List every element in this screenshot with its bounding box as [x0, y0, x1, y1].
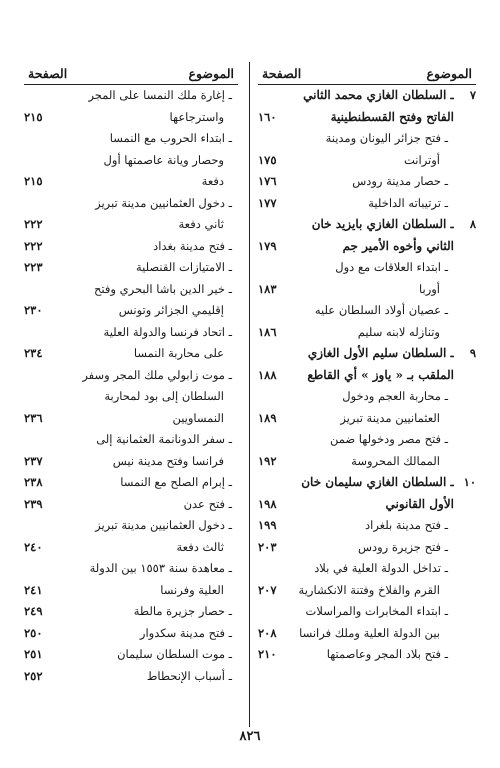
toc-entry: [24, 623, 238, 645]
toc-entry: [258, 300, 476, 322]
entry-page-number: ٢٣٨: [24, 475, 43, 489]
toc-entry: [24, 236, 238, 258]
toc-entry: [258, 343, 476, 365]
entry-title: ـ دخول العثمانيين مدينة تبريز: [95, 195, 232, 210]
entry-title: دفعة: [201, 174, 224, 188]
entry-title: واسترجاعها: [169, 109, 224, 124]
toc-entry: [258, 279, 476, 301]
entry-page-number: ٢١٥: [24, 109, 43, 124]
page-header: الصفحة: [262, 66, 302, 81]
entry-title: ـ عصيان أولاد السلطان عليه: [314, 303, 448, 317]
entry-page-number: ٢٠٣: [258, 539, 277, 554]
toc-entry: [258, 365, 476, 387]
toc-entry: [258, 537, 476, 559]
entry-page-number: ٢٤١: [24, 582, 43, 597]
entry-page-number: ١٨٩: [258, 410, 277, 425]
toc-entry: [258, 128, 476, 150]
topic-header: الموضوع: [426, 66, 472, 81]
entry-title: ـ فتح مدينة بلغراد: [365, 518, 448, 532]
entry-title: وتنازله لابنه سليم: [357, 324, 440, 339]
column-divider: [249, 62, 250, 727]
entry-title: ـ اتحاد فرنسا والدولة العلية: [103, 324, 232, 339]
toc-entry: [258, 451, 476, 473]
entry-title: ـ أسباب الإنحطاط: [146, 668, 232, 683]
entry-title: وحصار ويانة عاصمتها أول: [103, 152, 224, 167]
toc-entry: [24, 666, 238, 688]
entry-page-number: ٢٣٧: [24, 453, 43, 468]
entry-number: ١٠: [463, 475, 476, 489]
toc-entries-left: [24, 85, 238, 687]
entry-page-number: ١٧٧: [258, 195, 277, 210]
entry-title: ـ فتح جزيرة رودس: [357, 539, 448, 554]
toc-entry: [24, 601, 238, 623]
toc-entry: [24, 257, 238, 279]
entry-title: الممالك المحروسة: [351, 453, 440, 468]
entry-title: بين الدولة العلية وملك فرانسا: [299, 625, 440, 640]
toc-entry: [24, 214, 238, 236]
entry-title: أوترانت: [404, 152, 440, 167]
toc-column-left: [24, 62, 238, 687]
toc-entry: [24, 150, 238, 172]
entry-page-number: ٢٠٧: [258, 582, 277, 597]
entry-page-number: ١٨٣: [258, 281, 277, 296]
entry-page-number: ٢٣٩: [24, 496, 43, 511]
toc-entry: [24, 300, 238, 322]
toc-entry: [24, 408, 238, 430]
entry-number: ٧: [469, 88, 476, 102]
entry-title: ـ دخول العثمانيين مدينة تبريز: [95, 518, 232, 532]
entry-title: أوربا: [418, 281, 440, 296]
entry-title: العلية وفرنسا: [160, 582, 224, 597]
entry-page-number: ١٨٦: [258, 324, 277, 339]
topic-header: الموضوع: [188, 66, 234, 81]
toc-entry: [258, 107, 476, 129]
entry-page-number: ٢٥٠: [24, 625, 43, 640]
toc-entry: [24, 193, 238, 215]
entry-title: العثمانيين مدينة تبريز: [340, 410, 440, 425]
entry-page-number: ١٨٨: [258, 367, 277, 382]
entry-page-number: ٢٢٣: [24, 260, 43, 274]
entry-title: الأول القانوني: [385, 496, 454, 511]
entry-page-number: ٢٥١: [24, 647, 43, 661]
toc-entry: [24, 580, 238, 602]
entry-page-number: ١٦٠: [258, 109, 277, 124]
entry-title: ـ فتح مدينة سكدوار: [139, 625, 232, 640]
entry-title: القرم والفلاخ وفتنة الانكشارية: [298, 582, 440, 597]
entry-title: ـ محاربة العجم ودخول: [342, 389, 448, 403]
toc-entry: [258, 408, 476, 430]
entry-page-number: ٢٠٨: [258, 625, 277, 640]
toc-entry: [24, 85, 238, 107]
entry-title: ـ ابتداء العلاقات مع دول: [335, 260, 448, 274]
entry-title: ـ السلطان سليم الأول الغازي: [307, 346, 454, 360]
entry-title: ـ الامتيازات القنصلية: [135, 260, 232, 274]
toc-entry: [24, 365, 238, 387]
toc-entry: [258, 214, 476, 236]
entry-page-number: ٢٢٢: [24, 238, 43, 253]
entry-title: ـ إغارة ملك النمسا على المجر: [88, 88, 232, 102]
entry-page-number: ٢٤٩: [24, 604, 43, 618]
toc-entry: [24, 128, 238, 150]
entry-page-number: ٢٢٢: [24, 217, 43, 231]
entry-title: ـ ترتيباته الداخلية: [368, 195, 448, 210]
toc-entry: [24, 558, 238, 580]
toc-entries-right: [258, 85, 476, 666]
entry-title: فرانسا وفتح مدينة نيس: [112, 453, 224, 468]
toc-entry: [258, 580, 476, 602]
entry-page-number: ٢٥٢: [24, 668, 43, 683]
entry-page-number: ١٧٩: [258, 238, 277, 253]
entry-title: ـ السلطان الغازي محمد الثاني: [303, 88, 454, 102]
toc-entry: [258, 386, 476, 408]
entry-page-number: ١٩٨: [258, 496, 277, 511]
toc-entry: [24, 537, 238, 559]
entry-title: الثاني وأخوه الأمير جم: [342, 238, 454, 253]
entry-title: ثالث دفعة: [176, 539, 224, 554]
toc-entry: [258, 472, 476, 494]
toc-entry: [24, 472, 238, 494]
toc-entry: [258, 171, 476, 193]
entry-page-number: ٢١٥: [24, 174, 43, 188]
toc-entry: [24, 322, 238, 344]
entry-page-number: ٢٣٤: [24, 346, 43, 360]
entry-title: ـ معاهدة سنة ١٥٥٣ بين الدولة: [89, 561, 232, 575]
toc-entry: [24, 279, 238, 301]
entry-page-number: ٢١٠: [258, 647, 277, 661]
toc-entry: [258, 494, 476, 516]
toc-entry: [24, 107, 238, 129]
entry-title: ـ موت زابولي ملك المجر وسفر: [82, 367, 232, 382]
toc-entry: [24, 171, 238, 193]
entry-title: ـ فتح مدينة بغداد: [153, 238, 232, 253]
column-header: [24, 62, 238, 85]
page-header: الصفحة: [28, 66, 68, 81]
toc-column-right: [258, 62, 476, 666]
entry-title: ـ تداخل الدولة العلية في بلاد: [314, 561, 448, 575]
entry-title: ـ فتح بلاد المجر وعاصمتها: [326, 647, 448, 661]
entry-page-number: ٢٣٦: [24, 410, 43, 425]
entry-number: ٩: [469, 346, 476, 360]
entry-title: ـ فتح عدن: [183, 496, 232, 511]
column-header: [258, 62, 476, 85]
entry-page-number: ٢٣٠: [24, 303, 43, 317]
toc-entry: [258, 558, 476, 580]
toc-entry: [258, 601, 476, 623]
entry-title: النمساويين: [172, 410, 224, 425]
entry-page-number: ١٧٦: [258, 174, 277, 188]
entry-title: ـ خير الدين باشا البحري وفتح: [94, 281, 232, 296]
entry-title: الملقب بـ « ياوز » أي القاطع: [307, 367, 454, 382]
entry-title: ـ موت السلطان سليمان: [117, 647, 232, 661]
toc-entry: [258, 150, 476, 172]
entry-title: ـ حصار مدينة رودس: [352, 174, 448, 188]
entry-title: ثاني دفعة: [178, 217, 224, 231]
toc-entry: [258, 257, 476, 279]
entry-page-number: ١٩٢: [258, 453, 277, 468]
entry-title: إقليمي الجزائر وتونس: [118, 303, 224, 317]
entry-title: الفاتح وفتح القسطنطينية: [330, 109, 454, 124]
toc-entry: [24, 494, 238, 516]
entry-title: ـ حصار جزيرة مالطة: [133, 604, 232, 618]
entry-title: ـ سفر الدونانمة العثمانية إلى: [96, 432, 232, 446]
entry-title: السلطان إلى بود لمحاربة: [104, 389, 224, 403]
entry-title: ـ السلطان الغازي بايزيد خان: [311, 217, 454, 231]
entry-number: ٨: [469, 217, 476, 231]
toc-entry: [258, 515, 476, 537]
page-number: ٨٢٦: [239, 729, 261, 744]
toc-entry: [258, 429, 476, 451]
toc-entry: [24, 451, 238, 473]
entry-title: ـ فتح جزائر اليونان ومدينة: [325, 131, 448, 145]
entry-page-number: ٢٤٠: [24, 539, 43, 554]
toc-entry: [24, 515, 238, 537]
entry-page-number: ١٩٩: [258, 518, 277, 532]
entry-title: ـ فتح مصر ودخولها ضمن: [329, 432, 448, 446]
entry-title: ـ السلطان الغازي سليمان خان: [301, 475, 454, 489]
toc-entry: [258, 623, 476, 645]
entry-page-number: ١٧٥: [258, 152, 277, 167]
entry-title: ـ ابتداء الحروب مع النمسا: [109, 131, 232, 145]
toc-entry: [258, 85, 476, 107]
toc-entry: [258, 644, 476, 666]
toc-entry: [258, 322, 476, 344]
toc-entry: [24, 644, 238, 666]
toc-entry: [24, 386, 238, 408]
toc-entry: [24, 429, 238, 451]
entry-title: ـ ابتداء المخابرات والمراسلات: [305, 604, 448, 618]
entry-title: ـ إبرام الصلح مع النمسا: [120, 475, 232, 489]
toc-entry: [258, 236, 476, 258]
entry-title: على محاربة النمسا: [133, 346, 224, 360]
toc-entry: [24, 343, 238, 365]
toc-entry: [258, 193, 476, 215]
